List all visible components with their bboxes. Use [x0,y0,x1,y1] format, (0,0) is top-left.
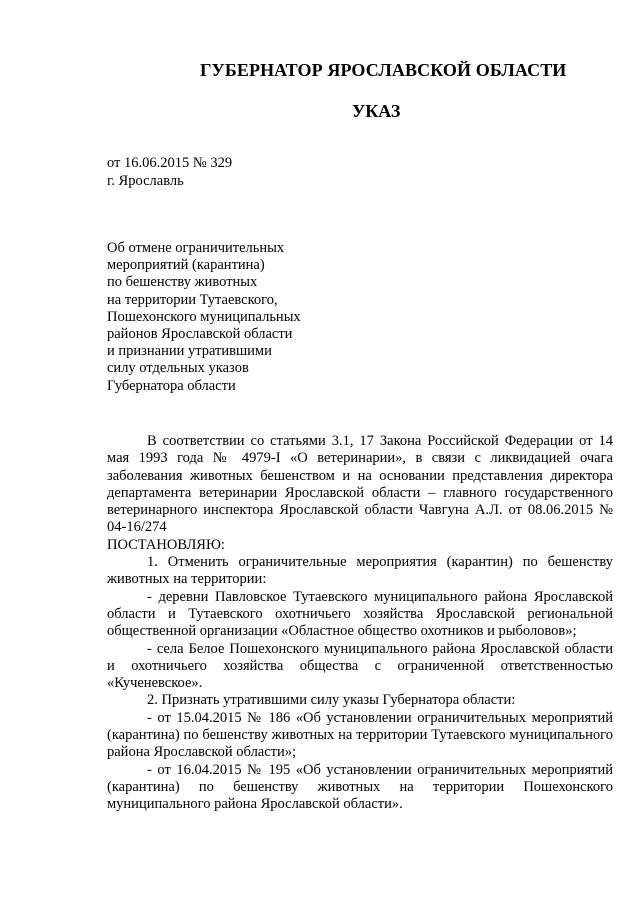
subject-line: и признании утратившими [107,343,272,360]
document-subject [107,240,301,395]
item-1-subitem-a: - деревни Павловское Тутаевского муниципального района Ярославской области и Тутаевского охотничьего хозяйства Ярославской региональной общественной организации «Областное общество охотников и рыболовов»; [107,588,613,640]
item-1-subitem-b: - села Белое Пошехонского муниципального района Ярославской области и охотничьего хозяйства общества с ограниченной ответственностью «Кученевское». [107,640,613,692]
subject-line: районов Ярославской области [107,326,293,343]
subject-line: Пошехонского муниципальных [107,308,301,325]
document-title: ГУБЕРНАТОР ЯРОСЛАВСКОЙ ОБЛАСТИ [200,60,567,80]
item-2: 2. Признать утратившими силу указы Губернатора области: [147,692,516,709]
subject-line: Об отмене ограничительных [107,240,285,256]
item-2-subitem-b: - от 16.04.2015 № 195 «Об установлении ограничительных мероприятий (карантина) по бешенству животных на территории Пошехонского муниципального района Ярославской области». [107,761,613,813]
decree-word: ПОСТАНОВЛЯЮ: [107,536,225,553]
subject-line: на территории Тутаевского, [107,291,278,308]
document-type: УКАЗ [352,101,401,121]
subject-line: по бешенству животных [107,274,258,291]
subject-line: Губернатора области [107,377,236,394]
document-body [107,433,613,814]
item-1: 1. Отменить ограничительные мероприятия (карантин) по бешенству животных на территории: [107,554,613,588]
date-number: от 16.06.2015 № 329 [107,155,233,171]
subject-line: мероприятий (карантина) [107,257,265,274]
subject-line: силу отдельных указов [107,360,249,377]
document-meta [107,154,232,190]
city: г. Ярославль [107,173,184,189]
preamble-paragraph: В соответствии со статьями 3.1, 17 Закона Российской Федерации от 14 мая 1993 года № 4979-I «О ветеринарии», в связи с ликвидацией очага заболевания животных бешенством и на основании представления директора департамента ветеринарии Ярославской области – главного государственного ветеринарного инспектора Ярославской области Чавгуна А.Л. от 08.06.2015 № 04-16/274 [107,433,613,536]
item-2-subitem-a: - от 15.04.2015 № 186 «Об установлении ограничительных мероприятий (карантина) по бешенству животных на территории Тутаевского муниципального района Ярославской области»; [107,709,613,761]
